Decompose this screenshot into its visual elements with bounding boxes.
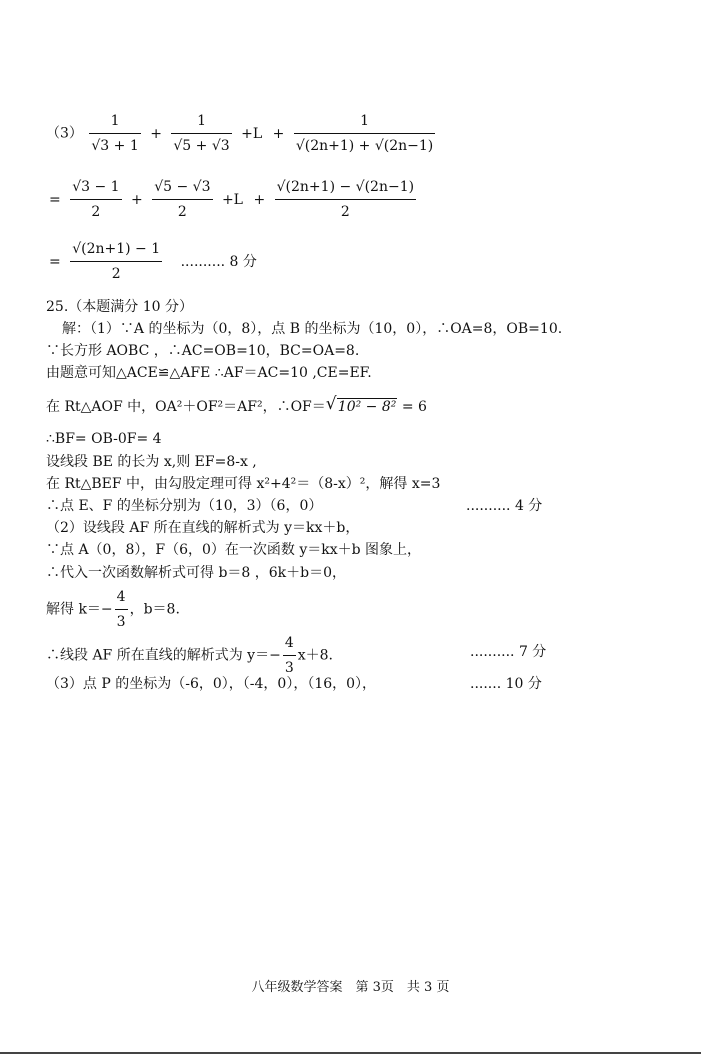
fraction [115,588,128,631]
solution-line: 由题意可知△ACE≌△AFE ∴AF＝AC=10 ,CE=EF. [46,365,372,381]
radical-sign: √ [325,394,337,414]
solution-line: （3）点 P 的坐标为（-6，0），（-4，0），（16，0）， [46,676,377,692]
plus-sign: + [253,191,266,208]
fraction [275,178,416,221]
numerator: √(2n+1) − √(2n−1) [276,179,415,195]
score-marker: .......... 4 分 [466,498,543,514]
radicand: 10² − 8² [337,399,397,415]
numerator: 1 [110,113,120,129]
solution-line: 设线段 BE 的长为 x,则 EF=8-x , [46,454,257,470]
result-expression [46,240,257,283]
solution-line: ∴代入一次函数解析式可得 b＝8 ，6k＋b＝0， [46,565,347,581]
numerator: 4 [284,635,294,651]
equals-sign: = [49,191,61,208]
numerator: 4 [116,589,126,605]
score-marker: ....... 10 分 [470,676,542,692]
plus-sign: + [131,191,143,208]
solution-line: （2）设线段 AF 所在直线的解析式为 y＝kx＋b， [46,520,360,536]
numerator: 1 [197,113,206,129]
bottom-rule [0,1052,701,1054]
denominator: 2 [111,266,121,282]
rationalized-expression [46,178,418,221]
solution-line [46,394,427,416]
denominator: 3 [116,614,126,630]
score-marker: .......... 8 分 [180,253,257,270]
solution-text: ∴线段 AF 所在直线的解析式为 y＝− [46,647,281,664]
solution-text: = 6 [401,399,427,415]
solution-text: x＋8. [297,647,334,664]
question-title: 25.（本题满分 10 分） [46,299,193,315]
numerator: 1 [360,113,369,129]
numerator: √5 − √3 [154,179,211,195]
solution-text: 在 Rt△AOF 中，OA²＋OF²＝AF²，∴OF＝ [46,399,326,415]
numerator: √(2n+1) − 1 [72,241,161,257]
score-marker: .......... 7 分 [470,644,547,660]
denominator: 2 [177,204,187,220]
solution-line: ∴点 E、F 的坐标分别为（10，3）（6，0） [46,498,323,514]
ellipsis-term: +L [241,125,263,142]
solution-text: 解得 k＝− [46,601,113,618]
fraction [294,112,435,155]
denominator: √(2n+1) + √(2n−1) [295,138,434,154]
denominator: √5 + √3 [173,138,230,154]
fraction [89,112,140,155]
ellipsis-term: +L [221,191,243,208]
plus-sign: + [272,125,285,142]
page-footer: 八年级数学答案 第 3页 共 3 页 [251,980,450,995]
solution-line: ∵点 A（0，8），F（6，0）在一次函数 y＝kx＋b 图象上， [46,542,422,558]
solution-text: ，b＝8. [129,601,180,618]
denominator: √3 + 1 [91,138,139,154]
solution-line [46,588,180,631]
fraction [70,240,162,283]
denominator: 2 [91,204,101,220]
numerator: √3 − 1 [72,179,120,195]
radical [325,394,398,416]
solution-line: ∴BF= OB-0F= 4 [46,431,162,447]
fraction [70,178,121,221]
fraction [171,112,231,155]
solution-line: 解：（1）∵A 的坐标为（0，8），点 B 的坐标为（10，0），∴OA=8，OB=10. [62,321,563,337]
denominator: 3 [284,660,294,676]
fraction [152,178,212,221]
solution-line: 在 Rt△BEF 中，由勾股定理可得 x²+4²＝（8-x）²，解得 x=3 [46,476,441,492]
fraction [283,634,296,677]
sum-expression [46,112,437,155]
solution-line: ∵长方形 AOBC ，∴AC=OB=10，BC=OA=8. [46,343,360,359]
solution-line [46,634,333,677]
plus-sign: + [150,125,162,142]
part3-label: （3） [46,125,83,142]
equals-sign: = [49,253,61,270]
denominator: 2 [340,204,350,220]
